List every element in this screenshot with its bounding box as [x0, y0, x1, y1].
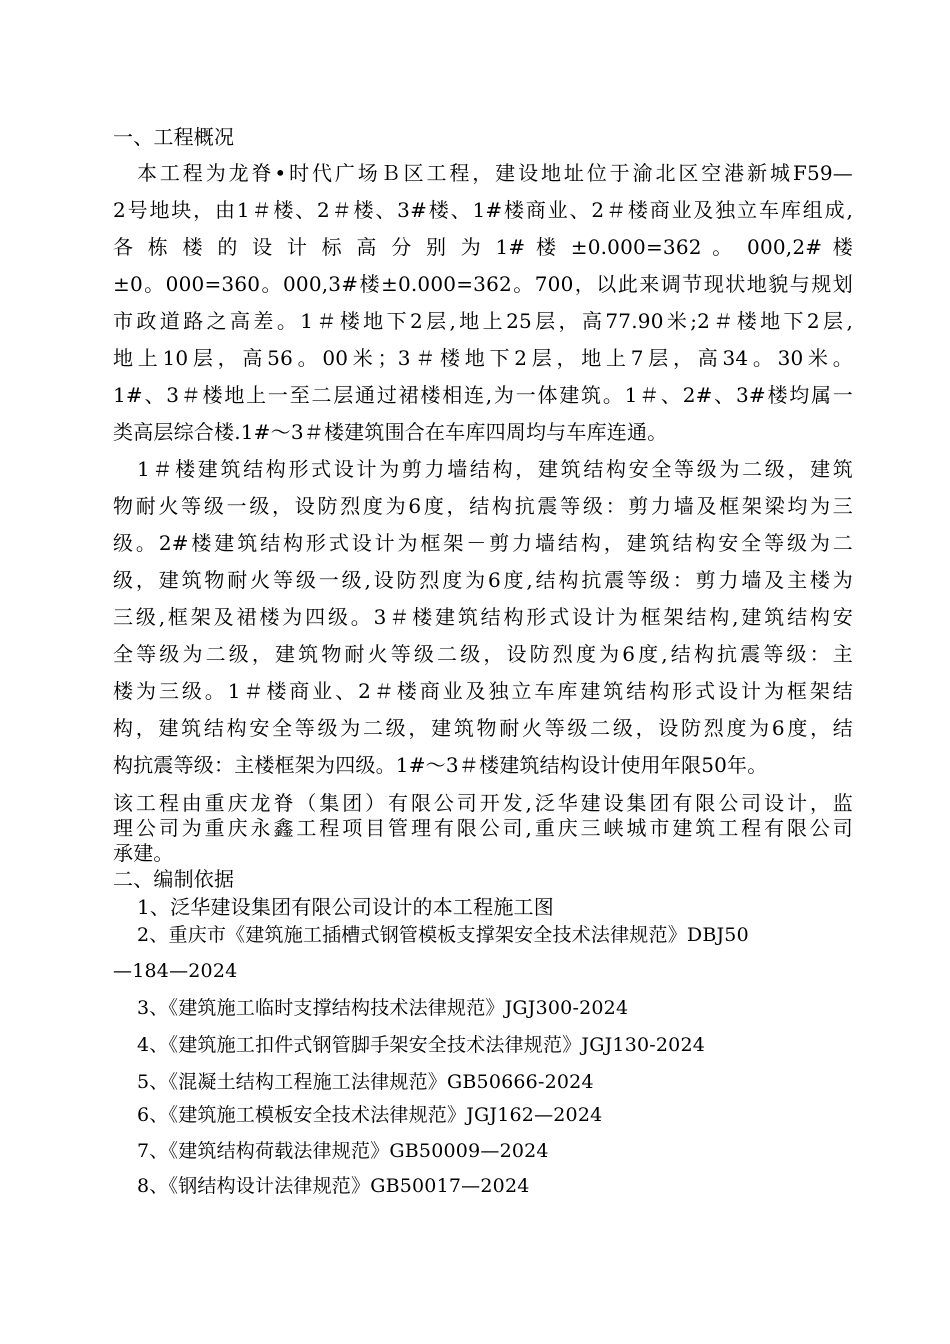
text-line: 1＃楼建筑结构形式设计为剪力墙结构，建筑结构安全等级为二级，建筑	[137, 457, 853, 481]
text-line: 各 栋 楼 的 设 计 标 高 分 别 为 1# 楼 ±0.000=362 。 000,2# 楼	[113, 235, 853, 259]
text-line: 楼为三级。1＃楼商业、2＃楼商业及独立车库建筑结构形式设计为框架结	[113, 679, 853, 703]
list-item: 7、《建筑结构荷载法律规范》GB50009—2024	[137, 1140, 549, 1162]
list-item: 1、泛华建设集团有限公司设计的本工程施工图	[137, 895, 554, 919]
text-line: 市政道路之高差。1＃楼地下2层,地上25层，高77.90米;2＃楼地下2层,	[113, 309, 853, 333]
text-line: 该工程由重庆龙脊（集团）有限公司开发,泛华建设集团有限公司设计，监	[113, 791, 853, 815]
text-line: 本工程为龙脊•时代广场Ｂ区工程，建设地址位于渝北区空港新城F59—	[137, 161, 853, 185]
list-item: 3、《建筑施工临时支撑结构技术法律规范》JGJ300-2024	[137, 997, 629, 1019]
list-item: 8、《钢结构设计法律规范》GB50017—2024	[137, 1175, 530, 1197]
text-line: 物耐火等级一级，设防烈度为6度，结构抗震等级：剪力墙及框架梁均为三	[113, 494, 853, 518]
list-item: 4、《建筑施工扣件式钢管脚手架安全技术法律规范》JGJ130-2024	[137, 1034, 706, 1056]
text-line: 构抗震等级：主楼框架为四级。1#～3＃楼建筑结构设计使用年限50年。	[113, 753, 768, 777]
text-line: 地上10层，高56。00米；3＃楼地下2层，地上7层，高34。30米。	[113, 346, 853, 370]
text-line: ±0。000=360。000,3#楼±0.000=362。700，以此来调节现状地貌与规划	[113, 272, 853, 296]
list-item-continuation: —184—2024	[113, 960, 238, 982]
section-heading-overview: 一、工程概况	[113, 125, 235, 149]
text-line: 全等级为二级，建筑物耐火等级二级，设防烈度为6度,结构抗震等级：主	[113, 642, 853, 666]
list-item: 6、《建筑施工模板安全技术法律规范》JGJ162—2024	[137, 1104, 603, 1126]
text-line: 2号地块，由1＃楼、2＃楼、3#楼、1#楼商业、2＃楼商业及独立车库组成,	[113, 198, 853, 222]
text-line: 构，建筑结构安全等级为二级，建筑物耐火等级二级，设防烈度为6度，结	[113, 716, 853, 740]
text-line: 理公司为重庆永鑫工程项目管理有限公司,重庆三峡城市建筑工程有限公司	[113, 816, 853, 840]
text-line: 承建。	[113, 841, 174, 865]
text-line: 级。2#楼建筑结构形式设计为框架－剪力墙结构，建筑结构安全等级为二	[113, 531, 853, 555]
section-heading-basis: 二、编制依据	[113, 867, 235, 891]
text-line: 类高层综合楼.1#～3＃楼建筑围合在车库四周均与车库连通。	[113, 420, 668, 444]
list-item: 5、《混凝土结构工程施工法律规范》GB50666-2024	[137, 1071, 594, 1093]
text-line: 三级,框架及裙楼为四级。3＃楼建筑结构形式设计为框架结构,建筑结构安	[113, 605, 853, 629]
text-line: 1#、3＃楼地上一至二层通过裙楼相连,为一体建筑。1＃、2#、3#楼均属一	[113, 383, 853, 407]
text-line: 级，建筑物耐火等级一级,设防烈度为6度,结构抗震等级：剪力墙及主楼为	[113, 568, 853, 592]
list-item: 2、重庆市《建筑施工插槽式钢管模板支撑架安全技术法律规范》DBJ50	[137, 924, 749, 946]
